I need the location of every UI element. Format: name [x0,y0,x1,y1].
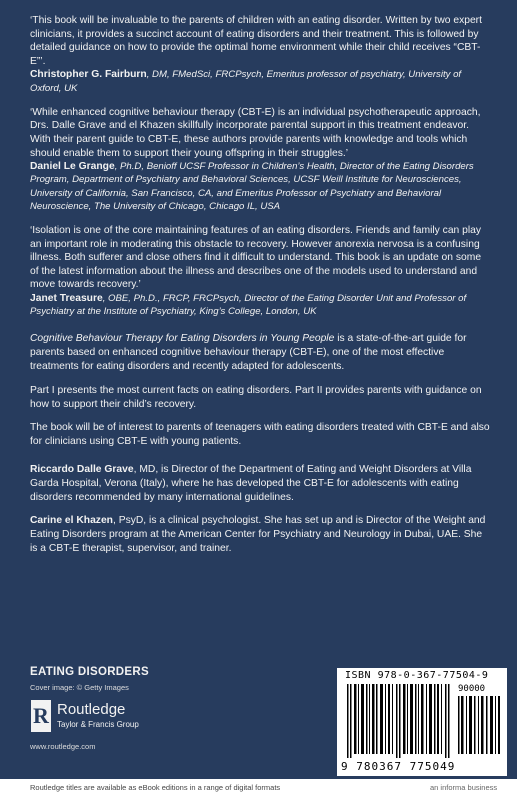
ean-barcode-icon [345,684,453,758]
author-bio-1 [30,463,492,504]
endorsement-attribution [30,292,492,318]
svg-text:R: R [33,703,49,728]
price-code: 90000 [458,684,486,694]
publisher-logo [30,698,200,738]
endorser-name: Daniel Le Grange [30,161,115,173]
description-text: is a state-of-the-art guide for parents based on enhanced cognitive behaviour therapy (CBT-E), one of the most effective treatments for eating disorders and recently adapted for adolescents. [30,333,467,372]
isbn-label: ISBN 978-0-367-77504-9 [345,670,489,681]
author-bio-text: , PsyD, is a clinical psychologist. She has set up and is Director of the Weight and Eating Disorders program at the American Center for Psychiatry and Neurology in Dubai, UAE. She is a CBT-E therapist, supervisor, and trainer. [30,515,486,554]
isbn-barcode [337,668,507,776]
bottom-strip [0,779,517,800]
endorser-name: Janet Treasure [30,292,103,304]
isbn-digits: 9 780367 775049 [341,760,456,773]
endorsement-3 [30,224,492,318]
endorser-name: Christopher G. Fairburn [30,69,147,81]
endorser-credentials: , OBE, Ph.D., FRCP, FRCPsych, Director of the Eating Disorder Unit and Professor of Psychiatry at the Institute of Psychiatry, King’s College, London, UK [30,292,467,318]
publisher-name: Routledge [57,701,126,718]
ebook-note: Routledge titles are available as eBook editions in a range of digital formats [30,783,281,792]
endorser-credentials: , Ph.D, Benioff UCSF Professor in Children’s Health, Director of the Eating Disorders Program, Department of Psychiatry and Behavioral Sciences, UCSF Weill Institute for Neurosciences, University of California, San Francisco, CA, and Emeritus Professor of Psychiatry and Behavioral Neuroscience, The University of Chicago, Chicago IL, USA [30,161,474,212]
text-column [30,14,492,566]
endorsement-quote: ‘Isolation is one of the core maintaining features of an eating disorders. Friends and family can play an important role in moderating this obstacle to recovery. However anorexia nervosa is a confusing illness. Both sufferer and close others find it difficult to understand. This book is an update on some of the latest information about the illness and describes one of the models used to understand and move towards recovery.’ [30,224,482,291]
author-bio-text: , MD, is Director of the Department of Eating and Weight Disorders at Villa Garda Hospital, Verona (Italy), where he has developed the CBT-E for adolescents with eating disorders recommended by many international guidelines. [30,463,472,503]
endorsement-attribution [30,160,492,213]
price-barcode-icon [457,696,501,754]
author-name: Carine el Khazen [30,515,113,527]
routledge-r-icon [30,698,52,734]
informa-tagline: an informa business [430,783,498,792]
subject-category: EATING DISORDERS [30,666,149,678]
book-audience: The book will be of interest to parents of teenagers with eating disorders treated with CBT-E and also for clinicians using CBT-E with young patients. [30,422,490,448]
author-bio-2 [30,514,492,555]
endorsement-quote: ‘While enhanced cognitive behaviour therapy (CBT-E) is an individual psychotherapeutic approach, Drs. Dalle Grave and el Khazen skillfully incorporate parental support in this treatment endeavor. With their parent guide to CBT-E, these authors provide parents with knowledge and tools which should enable them to support their young offspring in their struggles.’ [30,106,481,159]
endorsement-quote: ‘This book will be invaluable to the parents of children with an eating disorder. Written by two expert clinicians, it provides a succinct account of eating disorders and their treatment. This is followed by detailed guidance on how to provide the optimal home environment while their child receives “CBT-E”’. [30,15,482,67]
book-title: Cognitive Behaviour Therapy for Eating Disorders in Young People [30,333,335,345]
publisher-group: Taylor & Francis Group [57,720,139,729]
endorsement-attribution [30,68,492,94]
book-description [30,332,492,373]
book-structure: Part I presents the most current facts on eating disorders. Part II provides parents with guidance on how to support their child’s recovery. [30,384,482,410]
publisher-website: www.routledge.com [30,742,96,751]
author-name: Riccardo Dalle Grave [30,463,134,475]
endorsement-2 [30,106,492,213]
endorsement-1 [30,14,492,95]
cover-image-credit: Cover image: © Getty Images [30,683,129,692]
endorser-credentials: , DM, FMedSci, FRCPsych, Emeritus professor of psychiatry, University of Oxford, UK [30,69,462,94]
